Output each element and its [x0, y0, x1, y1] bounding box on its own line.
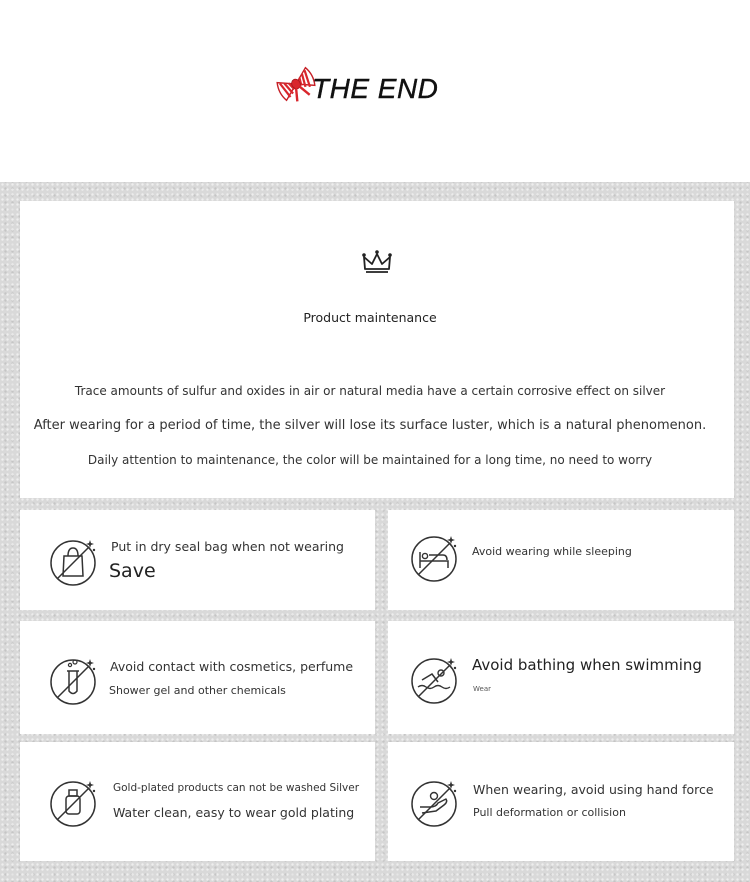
tip-4-line-2: Wear	[473, 685, 491, 693]
tip-card-gold-plated	[20, 742, 375, 861]
tip-4-line-1: Avoid bathing when swimming	[472, 656, 702, 674]
tip-3-line-1: Avoid contact with cosmetics, perfume	[110, 659, 354, 674]
bottle-icon	[49, 775, 99, 827]
tip-6-line-1: When wearing, avoid using hand force	[473, 782, 714, 797]
the-end-title	[276, 55, 438, 105]
tip-6-line-2: Pull deformation or collision	[473, 806, 626, 819]
the-end-text: THE END	[312, 73, 439, 104]
tip-5-line-2: Water clean, easy to wear gold plating	[113, 805, 355, 820]
tip-card-chemicals	[20, 621, 375, 734]
swimming-icon	[410, 652, 460, 704]
bag-icon	[49, 534, 99, 586]
crown-icon	[361, 249, 393, 275]
tip-3-line-2: Shower gel and other chemicals	[109, 684, 286, 697]
tip-card-hand-force	[388, 742, 734, 861]
tip-5-line-1: Gold-plated products can not be washed Silver	[113, 782, 360, 794]
tip-1-line-1: Put in dry seal bag when not wearing	[111, 539, 344, 554]
tip-card-save	[20, 510, 375, 610]
hand-icon	[410, 775, 460, 827]
maintenance-panel	[0, 182, 750, 882]
tip-card-swimming	[388, 621, 734, 734]
tip-card-sleeping	[388, 510, 734, 610]
maintenance-line-3: Daily attention to maintenance, the color will be maintained for a long time, no need to worry	[87, 453, 653, 467]
bow-icon	[276, 63, 316, 105]
maintenance-line-1: Trace amounts of sulfur and oxides in air or natural media have a certain corrosive effect on silver	[74, 384, 666, 398]
maintenance-title: Product maintenance	[303, 310, 437, 325]
header-area	[0, 0, 750, 182]
product-maintenance-card	[20, 201, 734, 498]
test-tube-icon	[49, 653, 99, 705]
maintenance-line-2: After wearing for a period of time, the silver will lose its surface luster, which is a natural phenomenon.	[33, 418, 707, 433]
tip-2-line-1: Avoid wearing while sleeping	[472, 545, 632, 558]
tip-1-line-2: Save	[109, 560, 156, 582]
bed-icon	[410, 530, 460, 582]
